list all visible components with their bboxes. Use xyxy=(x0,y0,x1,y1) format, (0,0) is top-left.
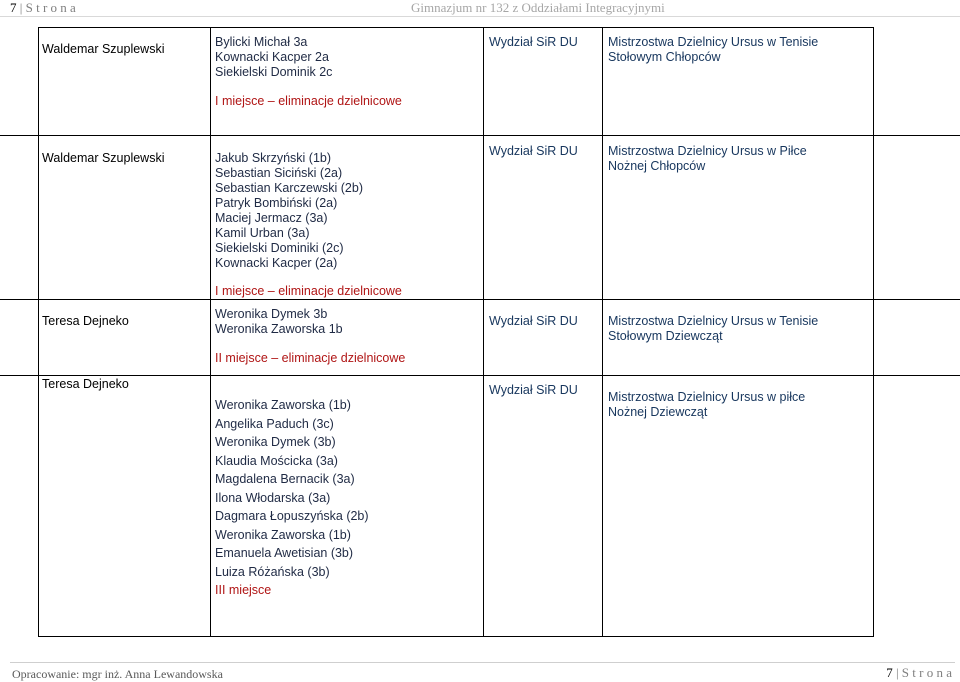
participant-name: Weronika Zaworska (1b) xyxy=(215,398,351,412)
row3-participants xyxy=(215,307,343,337)
footer-page-word: S t r o n a xyxy=(901,665,952,680)
header-page-number: 7 xyxy=(10,0,17,15)
header-page-word: S t r o n a xyxy=(25,0,76,15)
competition-line: Nożnej Chłopców xyxy=(608,159,706,173)
table-row-divider-2 xyxy=(0,299,960,300)
row3-result: II miejsce – eliminacje dzielnicowe xyxy=(215,351,406,365)
participant-name: Sebastian Karczewski (2b) xyxy=(215,181,363,195)
participant-name: Angelika Paduch (3c) xyxy=(215,416,334,431)
competition-line: Mistrzostwa Dzielnicy Ursus w Tenisie xyxy=(608,35,819,49)
header-divider xyxy=(0,16,960,17)
table-border-left xyxy=(38,27,39,637)
row1-competition xyxy=(608,35,818,65)
row2-organizer: Wydział SiR DU xyxy=(489,144,578,158)
competition-line: Stołowym Chłopców xyxy=(608,50,721,64)
participant-name: Weronika Dymek (3b) xyxy=(215,435,336,449)
footer-divider xyxy=(10,662,955,663)
row2-participants xyxy=(215,151,363,271)
participant-name: Weronika Dymek 3b xyxy=(215,307,328,321)
row4-participants xyxy=(215,396,369,600)
row3-organizer: Wydział SiR DU xyxy=(489,314,578,328)
row4-teacher: Teresa Dejneko xyxy=(42,377,129,391)
competition-line: Stołowym Dziewcząt xyxy=(608,329,723,343)
table-divider-col3 xyxy=(602,27,603,637)
participant-name: Patryk Bombiński (2a) xyxy=(215,196,338,210)
footer-page-label: 7 | S t r o n a xyxy=(886,665,952,680)
row4-competition xyxy=(608,390,805,420)
row1-result: I miejsce – eliminacje dzielnicowe xyxy=(215,94,402,108)
participant-name: Maciej Jermacz (3a) xyxy=(215,211,328,225)
participant-name: Klaudia Mościcka (3a) xyxy=(215,453,338,468)
participant-name: Siekielski Dominiki (2c) xyxy=(215,241,344,255)
row4-organizer: Wydział SiR DU xyxy=(489,383,578,397)
row1-organizer: Wydział SiR DU xyxy=(489,35,578,49)
table-row-divider-1 xyxy=(0,135,960,136)
participant-name: Siekielski Dominik 2c xyxy=(215,65,333,79)
competition-line: Mistrzostwa Dzielnicy Ursus w Tenisie xyxy=(608,314,819,328)
table-border-top xyxy=(38,27,874,28)
table-divider-col2 xyxy=(483,27,484,637)
participant-name: Ilona Włodarska (3a) xyxy=(215,490,331,505)
participant-name: Kamil Urban (3a) xyxy=(215,226,310,240)
participant-name: Weronika Zaworska 1b xyxy=(215,322,343,336)
participant-name: Kownacki Kacper 2a xyxy=(215,50,329,64)
competition-line: Nożnej Dziewcząt xyxy=(608,405,708,419)
footer-page-number: 7 xyxy=(886,665,893,680)
table-divider-col4 xyxy=(873,27,874,637)
participant-name: Sebastian Siciński (2a) xyxy=(215,166,343,180)
row2-competition xyxy=(608,144,807,174)
footer-author: Opracowanie: mgr inż. Anna Lewandowska xyxy=(12,667,223,681)
header-school-name: Gimnazjum nr 132 z Oddziałami Integracyjnymi xyxy=(411,0,665,15)
participant-name: Emanuela Awetisian (3b) xyxy=(215,546,354,560)
row4-result: III miejsce xyxy=(215,583,272,597)
participant-name: Magdalena Bernacik (3a) xyxy=(215,472,355,486)
competition-line: Mistrzostwa Dzielnicy Ursus w piłce xyxy=(608,390,806,404)
participant-name: Luiza Różańska (3b) xyxy=(215,564,330,579)
table-divider-col1 xyxy=(210,27,211,637)
row2-teacher: Waldemar Szuplewski xyxy=(42,151,165,165)
row3-teacher: Teresa Dejneko xyxy=(42,314,129,328)
participant-name: Jakub Skrzyński (1b) xyxy=(215,151,332,165)
table-row-divider-3 xyxy=(0,375,960,376)
competition-line: Mistrzostwa Dzielnicy Ursus w Piłce xyxy=(608,144,807,158)
row1-teacher: Waldemar Szuplewski xyxy=(42,42,165,56)
row2-result: I miejsce – eliminacje dzielnicowe xyxy=(215,284,402,298)
row1-participants xyxy=(215,35,332,80)
row3-competition xyxy=(608,314,818,344)
participant-name: Kownacki Kacper (2a) xyxy=(215,256,338,270)
header-page-label: 7 | S t r o n a xyxy=(10,0,76,15)
participant-name: Weronika Zaworska (1b) xyxy=(215,527,351,542)
participant-name: Bylicki Michał 3a xyxy=(215,35,308,49)
table-border-bottom xyxy=(38,636,874,637)
participant-name: Dagmara Łopuszyńska (2b) xyxy=(215,509,369,523)
